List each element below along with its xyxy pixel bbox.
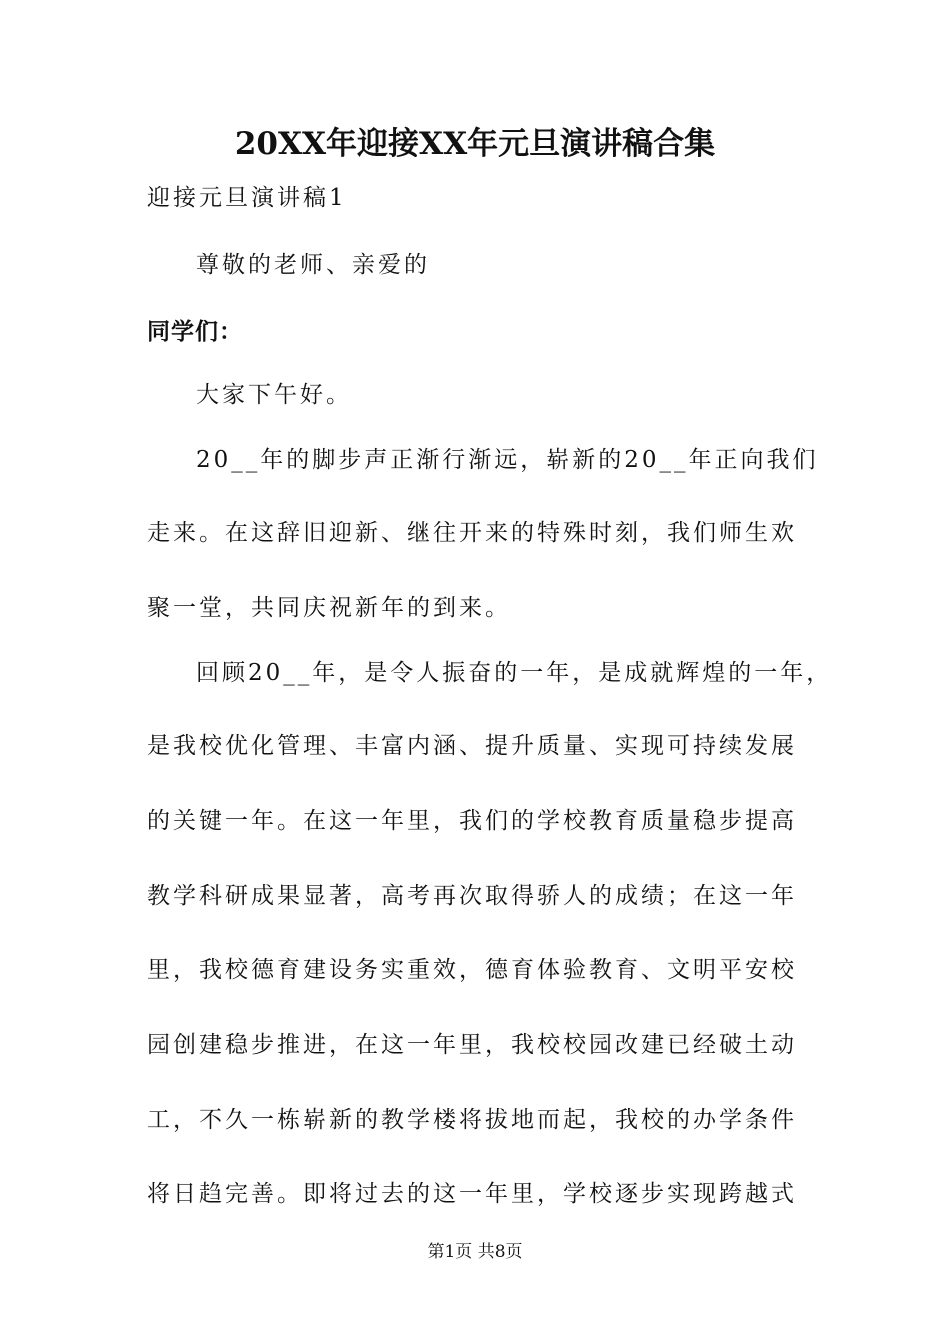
body-line: 是我校优化管理、丰富内涵、提升质量、实现可持续发展	[147, 733, 797, 759]
body-line: 回顾20__年，是令人振奋的一年，是成就辉煌的一年，	[196, 660, 833, 686]
section-heading: 迎接元旦演讲稿1	[147, 185, 347, 211]
salutation-continuation: 同学们：	[147, 318, 243, 345]
document-title: 20XX年迎接XX年元旦演讲稿合集	[234, 126, 716, 162]
greeting-line: 大家下午好。	[196, 382, 352, 408]
body-line: 将日趋完善。即将过去的这一年里，学校逐步实现跨越式	[147, 1181, 797, 1207]
body-line: 的关键一年。在这一年里，我们的学校教育质量稳步提高	[147, 808, 797, 834]
body-line: 聚一堂，共同庆祝新年的到来。	[147, 595, 511, 621]
body-line: 园创建稳步推进，在这一年里，我校校园改建已经破土动	[147, 1032, 797, 1058]
body-line: 里，我校德育建设务实重效，德育体验教育、文明平安校	[147, 957, 797, 983]
salutation-line: 尊敬的老师、亲爱的	[196, 252, 430, 278]
body-line: 教学科研成果显著，高考再次取得骄人的成绩；在这一年	[147, 883, 797, 909]
body-line: 工，不久一栋崭新的教学楼将拔地而起，我校的办学条件	[147, 1107, 797, 1133]
page-footer: 第1页 共8页	[427, 1242, 523, 1262]
body-line: 20__年的脚步声正渐行渐远，崭新的20__年正向我们	[196, 447, 819, 473]
body-line: 走来。在这辞旧迎新、继往开来的特殊时刻，我们师生欢	[147, 520, 797, 546]
